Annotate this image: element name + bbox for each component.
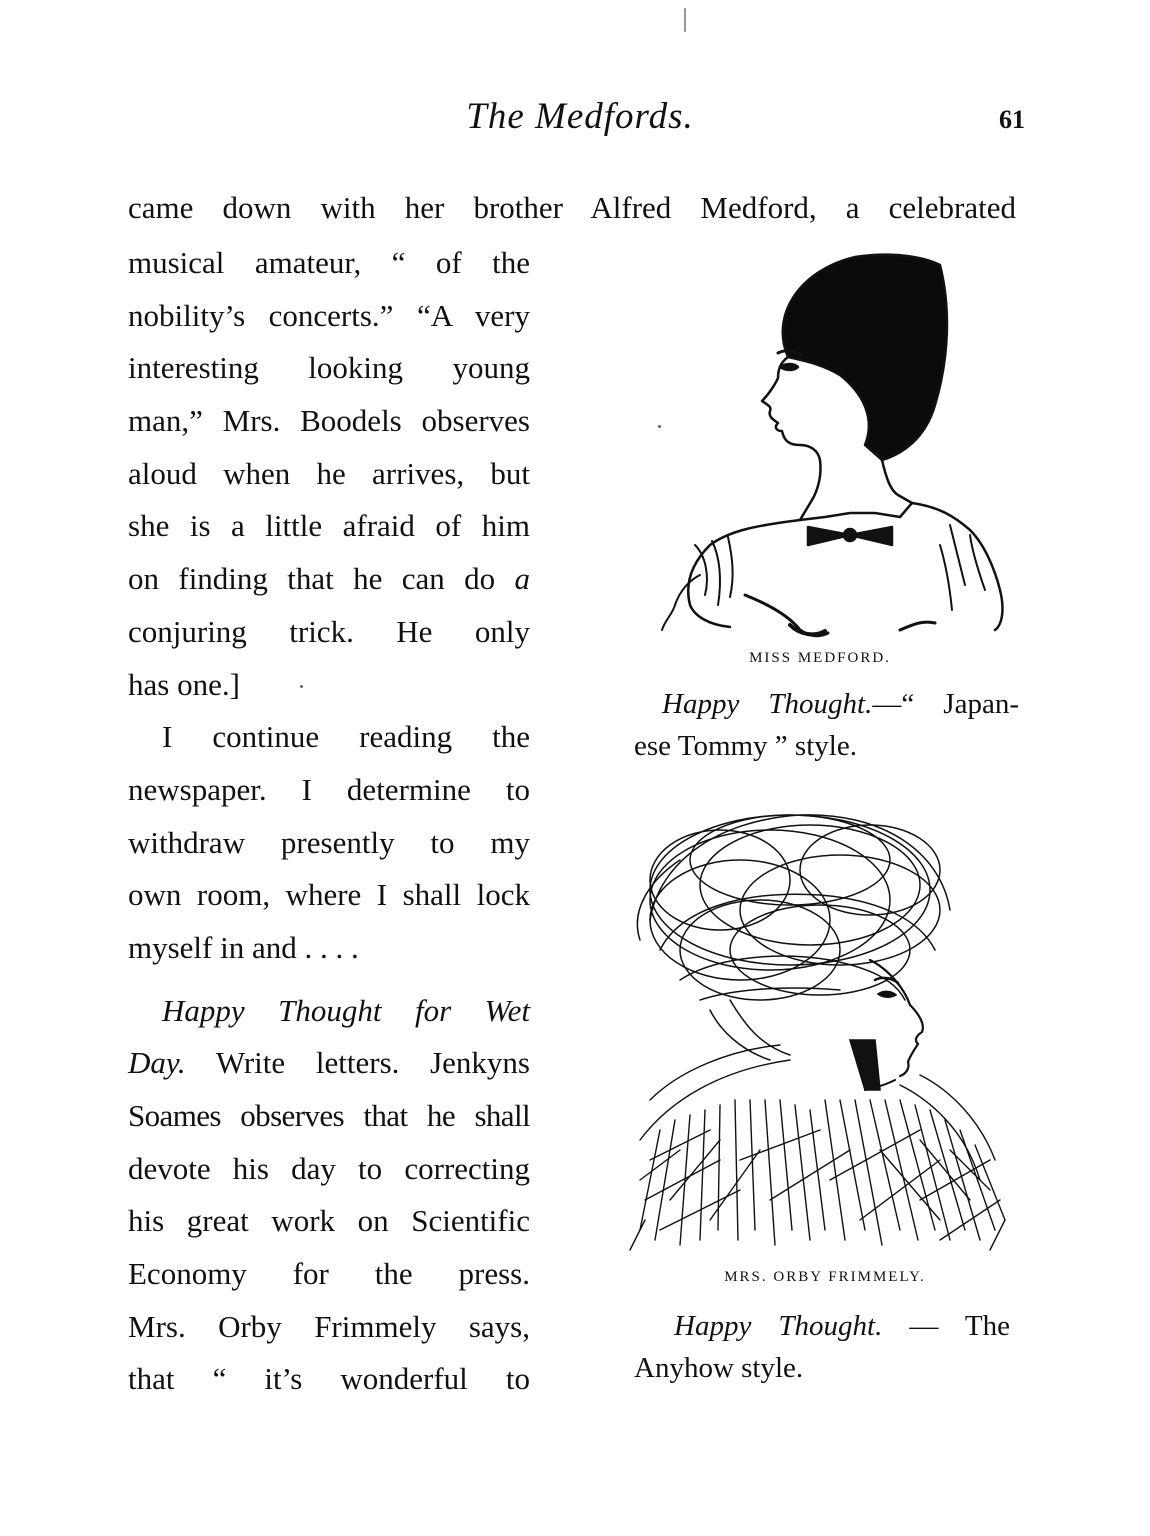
note-line (634, 683, 1019, 725)
body-line: newspaper. I determine to (128, 771, 530, 807)
note-line: Anyhow style. (634, 1352, 804, 1384)
body-line: devote his day to correcting (128, 1150, 530, 1186)
body-line: own room, where I shall lock (128, 877, 530, 913)
body-line: interesting looking young (128, 350, 530, 386)
note-line (634, 1305, 1010, 1347)
body-line: she is a little afraid of him (128, 508, 530, 544)
body-line: that “ it’s wonderful to (128, 1361, 530, 1397)
print-speck (658, 425, 661, 428)
italic-heading: Happy Thought for Wet (162, 992, 530, 1028)
print-speck (300, 685, 303, 688)
body-line: Economy for the press. (128, 1256, 530, 1292)
body-line (128, 1037, 530, 1090)
note-text: —“ Japan- (872, 688, 1019, 720)
page-number: 61 (999, 105, 1025, 134)
note-italic: Happy Thought. (674, 1310, 883, 1342)
note-text: — The (882, 1310, 1010, 1342)
note-line: ese Tommy ” style. (634, 730, 857, 762)
body-line-text: Write letters. Jenkyns (215, 1045, 530, 1081)
body-line: musical amateur, “ of the (128, 245, 530, 280)
body-line: I continue reading the (162, 719, 530, 755)
text-column (128, 237, 530, 1406)
body-line: aloud when he arrives, but (128, 455, 530, 491)
body-line: has one.] (128, 666, 240, 702)
body-line-text: on finding that he can do (128, 561, 496, 597)
note-italic: Happy Thought. (662, 688, 873, 720)
body-line: nobility’s concerts.” “A very (128, 297, 530, 333)
body-line: myself in and . . . . (128, 929, 359, 965)
figure-caption: MISS MEDFORD. (749, 650, 891, 666)
body-full-width-line: came down with her brother Alfred Medford, a celebrated (128, 190, 1016, 225)
body-line: Soames observes that he shall (128, 1098, 530, 1133)
body-line (128, 553, 530, 606)
italic-heading-end: Day. (128, 1045, 186, 1081)
figure-note (634, 683, 1019, 767)
figure-note (634, 1305, 1010, 1389)
illustration-miss-medford (650, 245, 1020, 645)
body-line: his great work on Scientific (128, 1203, 530, 1239)
body-line: withdraw presently to my (128, 824, 530, 860)
body-line (128, 985, 530, 1038)
body-line: man,” Mrs. Boodels observes (128, 403, 530, 439)
print-speck (684, 8, 686, 32)
running-title: The Medfords. (466, 96, 694, 137)
body-line: Mrs. Orby Frimmely says, (128, 1308, 530, 1344)
body-line: conjuring trick. He only (128, 613, 530, 649)
figure-caption: MRS. ORBY FRIMMELY. (724, 1269, 926, 1285)
italic-a: a (514, 561, 531, 597)
illustration-mrs-orby-frimmely (620, 800, 1020, 1260)
